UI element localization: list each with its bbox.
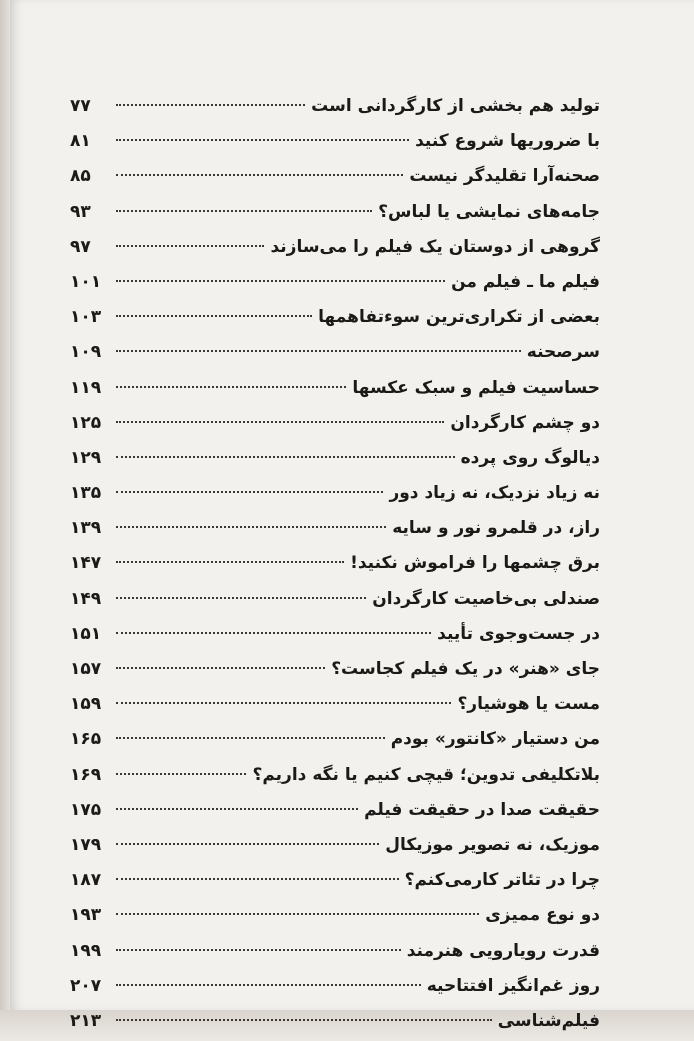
toc-dot-leader [116, 949, 401, 951]
toc-entry-title: دو نوع ممیزی [485, 905, 600, 926]
toc-entry-title: فیلم ما ـ فیلم من [451, 271, 600, 292]
toc-entry-title: موزیک، نه تصویر موزیکال [385, 834, 600, 855]
toc-dot-leader [116, 104, 305, 106]
toc-entry [70, 941, 600, 976]
toc-dot-leader [116, 737, 385, 739]
toc-entry [70, 518, 600, 553]
toc-dot-leader [116, 526, 386, 528]
toc-entry-title: راز، در قلمرو نور و سایه [392, 518, 600, 539]
toc-dot-leader [116, 632, 431, 634]
toc-entry-page-number: ۱۵۹ [70, 694, 102, 715]
toc-dot-leader [116, 1019, 492, 1021]
toc-dot-leader [116, 456, 455, 458]
toc-entry-page-number: ۱۷۵ [70, 799, 102, 820]
toc-entry-page-number: ۹۳ [70, 201, 91, 222]
toc-entry-title: من دستیار «کانتور» بودم [390, 729, 600, 750]
toc-entry-title: نه زیاد نزدیک، نه زیاد دور [389, 483, 600, 504]
toc-dot-leader [116, 597, 366, 599]
toc-entry-title: جای «هنر» در یک فیلم کجاست؟ [331, 659, 600, 679]
toc-dot-leader [116, 350, 521, 352]
toc-entry [70, 413, 600, 448]
toc-entry [70, 342, 600, 377]
toc-entry [70, 589, 600, 624]
toc-entry-page-number: ۱۰۳ [70, 307, 102, 328]
toc-entry-title: با ضروریها شروع کنید [415, 131, 600, 152]
toc-entry-title: فیلم‌شناسی [497, 1010, 600, 1031]
toc-dot-leader [116, 386, 346, 388]
toc-dot-leader [116, 667, 325, 669]
toc-entry-page-number: ۱۳۵ [70, 483, 102, 504]
toc-entry [70, 765, 600, 800]
toc-entry-page-number: ۲۰۷ [70, 975, 102, 996]
toc-entry-page-number: ۹۷ [70, 236, 91, 257]
toc-entry-page-number: ۸۵ [70, 166, 91, 187]
toc-entry-page-number: ۷۷ [70, 96, 91, 116]
toc-entry [70, 835, 600, 870]
toc-entry-title: حساسیت فیلم و سبک عکسها [352, 377, 600, 398]
toc-dot-leader [116, 913, 479, 915]
toc-entry [70, 976, 600, 1011]
toc-entry-title: بعضی از تکراری‌ترین سوءتفاهمها [318, 307, 600, 328]
toc-dot-leader [116, 245, 264, 247]
toc-entry [70, 1011, 600, 1041]
toc-entry [70, 905, 600, 940]
toc-entry-page-number: ۱۹۳ [70, 905, 102, 926]
toc-dot-leader [116, 210, 372, 212]
toc-dot-leader [116, 174, 403, 176]
toc-entry [70, 272, 600, 307]
toc-entry-page-number: ۱۴۷ [70, 553, 102, 574]
toc-entry-title: گروهی از دوستان یک فیلم را می‌سازند [270, 236, 600, 257]
toc-entry-page-number: ۱۲۵ [70, 412, 102, 433]
toc-dot-leader [116, 421, 444, 423]
toc-dot-leader [116, 139, 409, 141]
toc-dot-leader [116, 773, 246, 775]
toc-entry [70, 307, 600, 342]
toc-entry [70, 694, 600, 729]
toc-entry-page-number: ۱۴۹ [70, 588, 102, 609]
toc-entry-page-number: ۱۲۹ [70, 447, 102, 468]
toc-entry-title: برق چشمها را فراموش نکنید! [350, 553, 600, 574]
toc-entry-page-number: ۱۰۱ [70, 271, 102, 292]
toc-entry [70, 483, 600, 518]
toc-entry-page-number: ۸۱ [70, 131, 91, 152]
toc-entry-title: روز غم‌انگیز افتتاحیه [426, 975, 600, 996]
toc-entry [70, 237, 600, 272]
toc-entry-page-number: ۱۶۹ [70, 764, 102, 785]
toc-entry-title: دو چشم کارگردان [450, 412, 600, 433]
toc-entry-title: تولید هم بخشی از کارگردانی است [311, 96, 600, 116]
toc-dot-leader [116, 808, 358, 810]
toc-entry-page-number: ۱۰۹ [70, 342, 102, 363]
toc-dot-leader [116, 561, 344, 563]
toc-entry-title: دیالوگ روی پرده [460, 447, 600, 468]
toc-entry-page-number: ۱۹۹ [70, 940, 102, 961]
toc-entry-page-number: ۱۵۱ [70, 623, 102, 644]
toc-dot-leader [116, 984, 421, 986]
toc-entry-title: چرا در تئاتر کارمی‌کنم؟ [404, 870, 600, 891]
toc-entry-title: صحنه‌آرا تقلیدگر نیست [409, 166, 600, 187]
toc-entry-page-number: ۱۱۹ [70, 377, 102, 398]
toc-entry-title: مست یا هوشیار؟ [457, 694, 600, 715]
toc-dot-leader [116, 843, 379, 845]
toc-dot-leader [116, 878, 399, 880]
toc-entry [70, 553, 600, 588]
toc-entry [70, 202, 600, 237]
table-of-contents [70, 96, 600, 1041]
toc-dot-leader [116, 280, 445, 282]
toc-entry-page-number: ۱۷۹ [70, 834, 102, 855]
toc-entry-page-number: ۱۶۵ [70, 729, 102, 750]
toc-entry [70, 870, 600, 905]
toc-entry-title: حقیقت صدا در حقیقت فیلم [364, 799, 600, 820]
toc-entry [70, 729, 600, 764]
toc-entry-title: صندلی بی‌خاصیت کارگردان [372, 588, 600, 609]
toc-entry [70, 800, 600, 835]
toc-dot-leader [116, 491, 383, 493]
toc-entry-title: در جست‌وجوی تأیید [437, 623, 600, 644]
toc-entry-page-number: ۲۱۳ [70, 1010, 102, 1031]
toc-dot-leader [116, 315, 312, 317]
toc-entry-page-number: ۱۵۷ [70, 659, 102, 679]
toc-entry [70, 96, 600, 131]
toc-entry [70, 166, 600, 201]
toc-entry [70, 659, 600, 694]
toc-entry-title: قدرت رویارویی هنرمند [406, 940, 600, 961]
book-binding-edge [0, 0, 10, 1041]
toc-entry-page-number: ۱۸۷ [70, 870, 102, 891]
toc-entry-page-number: ۱۳۹ [70, 518, 102, 539]
toc-entry-title: سرصحنه [526, 342, 600, 363]
toc-entry [70, 378, 600, 413]
toc-entry [70, 624, 600, 659]
toc-entry [70, 448, 600, 483]
toc-dot-leader [116, 702, 451, 704]
toc-entry [70, 131, 600, 166]
toc-entry-title: جامه‌های نمایشی یا لباس؟ [378, 201, 600, 222]
toc-entry-title: بلاتکلیفی تدوین؛ قیچی کنیم یا نگه داریم؟ [252, 764, 600, 785]
